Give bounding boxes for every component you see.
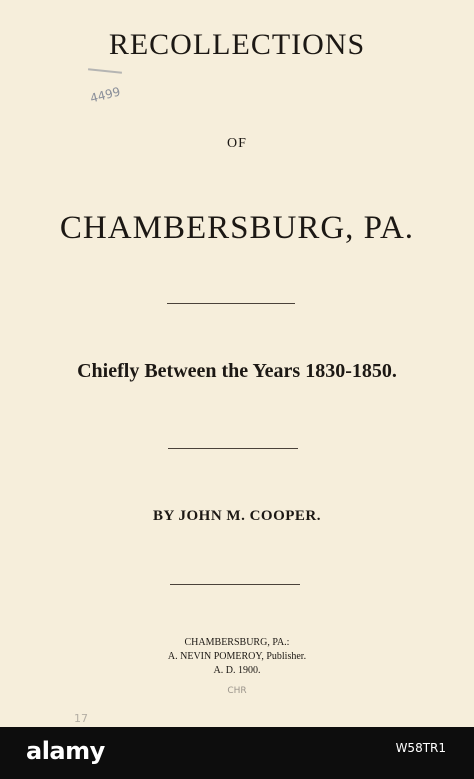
handwritten-accession-number: 4499 — [88, 84, 122, 106]
library-stamp: CHR — [227, 686, 247, 696]
divider-rule-3 — [170, 584, 300, 585]
corner-pencil-mark: 17 — [74, 712, 88, 725]
imprint-place: CHAMBERSBURG, PA.: — [184, 637, 290, 648]
book-title: RECOLLECTIONS — [108, 28, 366, 61]
image-id-label: W58TR1 — [395, 741, 446, 755]
place-name: CHAMBERSBURG, PA. — [59, 210, 415, 246]
pencil-mark — [88, 68, 122, 74]
brand-logo: alamy — [26, 737, 105, 765]
book-subtitle: Chiefly Between the Years 1830-1850. — [77, 360, 397, 382]
imprint-publisher: A. NEVIN POMEROY, Publisher. — [167, 651, 307, 662]
divider-rule-1 — [167, 303, 295, 304]
imprint-year: A. D. 1900. — [213, 665, 261, 676]
divider-rule-2 — [168, 448, 298, 449]
title-of: OF — [227, 136, 247, 151]
author-line: BY JOHN M. COOPER. — [152, 508, 322, 524]
stock-footer-bar — [0, 727, 474, 779]
